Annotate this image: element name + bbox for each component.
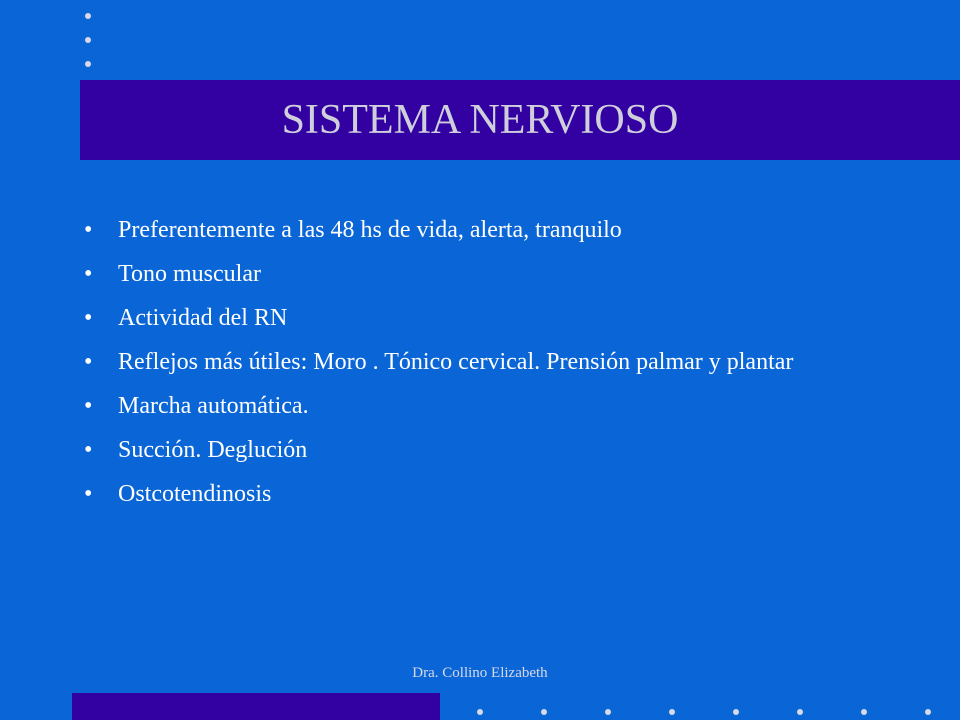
bullet-icon: • bbox=[84, 393, 93, 419]
list-item bbox=[84, 347, 838, 377]
decorative-dot bbox=[733, 709, 739, 715]
list-item bbox=[84, 435, 944, 465]
list-item bbox=[84, 303, 944, 333]
slide-title: SISTEMA NERVIOSO bbox=[281, 97, 679, 143]
list-item bbox=[84, 259, 944, 289]
list-item-text: Marcha automática. bbox=[118, 393, 309, 419]
decorative-dot bbox=[669, 709, 675, 715]
bullet-icon: • bbox=[84, 437, 93, 463]
decorative-dot bbox=[85, 13, 91, 19]
bullet-icon: • bbox=[84, 349, 93, 375]
footer-band bbox=[72, 693, 440, 720]
bullet-icon: • bbox=[84, 481, 93, 507]
list-item-text: Ostcotendinosis bbox=[118, 481, 272, 507]
list-item-text: Succión. Deglución bbox=[118, 437, 308, 463]
list-item bbox=[84, 479, 944, 509]
decorative-dot bbox=[477, 709, 483, 715]
decorative-dot bbox=[605, 709, 611, 715]
decorative-dot bbox=[797, 709, 803, 715]
decorative-dot bbox=[85, 37, 91, 43]
decorative-dot bbox=[925, 709, 931, 715]
list-item-text: Actividad del RN bbox=[118, 305, 288, 331]
list-item bbox=[84, 391, 944, 421]
list-item-text: Tono muscular bbox=[118, 261, 261, 287]
decorative-dot bbox=[85, 61, 91, 67]
decorative-dot bbox=[541, 709, 547, 715]
footer-author: Dra. Collino Elizabeth bbox=[412, 665, 548, 681]
decorative-dot bbox=[861, 709, 867, 715]
bullet-icon: • bbox=[84, 261, 93, 287]
list-item-text: Preferentemente a las 48 hs de vida, alerta, tranquilo bbox=[118, 217, 622, 243]
bullet-icon: • bbox=[84, 305, 93, 331]
list-item-text: Reflejos más útiles: Moro . Tónico cervical. Prensión palmar y plantar bbox=[118, 349, 794, 375]
bullet-icon: • bbox=[84, 217, 93, 243]
list-item bbox=[84, 215, 944, 245]
bullet-list bbox=[84, 215, 944, 523]
